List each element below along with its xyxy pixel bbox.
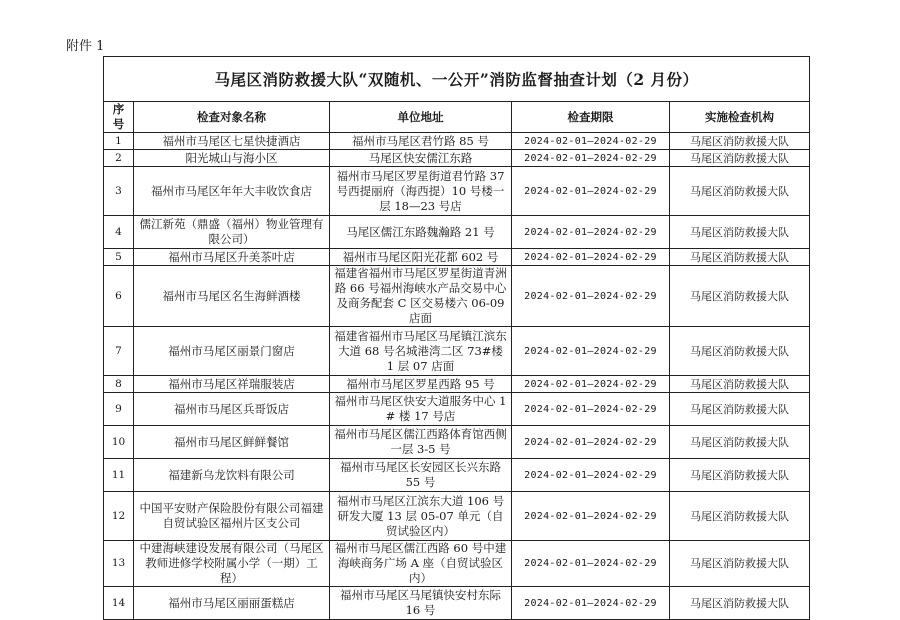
row-number: 14 bbox=[104, 587, 134, 620]
table-row bbox=[104, 426, 810, 459]
inspection-target-name: 福州市马尾区七星快捷酒店 bbox=[134, 133, 330, 150]
inspection-period: 2024-02-01—2024-02-29 bbox=[512, 393, 670, 426]
inspection-period: 2024-02-01—2024-02-29 bbox=[512, 376, 670, 393]
row-number: 7 bbox=[104, 327, 134, 376]
attachment-label: 附件 1 bbox=[66, 39, 105, 54]
table-row bbox=[104, 167, 810, 216]
header-period: 检查期限 bbox=[512, 102, 670, 133]
unit-address: 福州市马尾区君竹路 85 号 bbox=[330, 133, 512, 150]
row-number: 6 bbox=[104, 266, 134, 327]
inspection-period: 2024-02-01—2024-02-29 bbox=[512, 133, 670, 150]
inspection-agency: 马尾区消防救援大队 bbox=[670, 150, 810, 167]
header-no: 序号 bbox=[104, 102, 134, 133]
unit-address: 福州市马尾区快安大道服务中心 1 # 楼 17 号店 bbox=[330, 393, 512, 426]
unit-address: 福州市马尾区阳光花都 602 号 bbox=[330, 249, 512, 266]
inspection-agency: 马尾区消防救援大队 bbox=[670, 426, 810, 459]
inspection-period: 2024-02-01—2024-02-29 bbox=[512, 492, 670, 541]
row-number: 2 bbox=[104, 150, 134, 167]
inspection-period: 2024-02-01—2024-02-29 bbox=[512, 459, 670, 492]
unit-address: 马尾区快安儒江东路 bbox=[330, 150, 512, 167]
inspection-target-name: 中国平安财产保险股份有限公司福建自贸试验区福州片区支公司 bbox=[134, 492, 330, 541]
table-row bbox=[104, 216, 810, 249]
document-title: 马尾区消防救援大队“双随机、一公开”消防监督抽查计划（2 月份） bbox=[104, 57, 810, 102]
unit-address: 福州市马尾区长安园区长兴东路 55 号 bbox=[330, 459, 512, 492]
inspection-plan-table bbox=[103, 56, 810, 620]
inspection-target-name: 儒江新苑（鼎盛（福州）物业管理有限公司） bbox=[134, 216, 330, 249]
header-row bbox=[104, 102, 810, 133]
inspection-agency: 马尾区消防救援大队 bbox=[670, 327, 810, 376]
row-number: 4 bbox=[104, 216, 134, 249]
inspection-period: 2024-02-01—2024-02-29 bbox=[512, 426, 670, 459]
table-row bbox=[104, 249, 810, 266]
unit-address: 福建省福州市马尾区马尾镇江滨东大道 68 号名城港湾二区 73#楼 1 层 07 店面 bbox=[330, 327, 512, 376]
inspection-period: 2024-02-01—2024-02-29 bbox=[512, 216, 670, 249]
inspection-period: 2024-02-01—2024-02-29 bbox=[512, 249, 670, 266]
row-number: 3 bbox=[104, 167, 134, 216]
table-row bbox=[104, 133, 810, 150]
inspection-agency: 马尾区消防救援大队 bbox=[670, 167, 810, 216]
inspection-target-name: 福建新乌龙饮料有限公司 bbox=[134, 459, 330, 492]
inspection-target-name: 阳光城山与海小区 bbox=[134, 150, 330, 167]
inspection-target-name: 福州市马尾区丽丽蛋糕店 bbox=[134, 587, 330, 620]
table-row bbox=[104, 393, 810, 426]
inspection-period: 2024-02-01—2024-02-29 bbox=[512, 327, 670, 376]
inspection-period: 2024-02-01—2024-02-29 bbox=[512, 587, 670, 620]
table-row bbox=[104, 150, 810, 167]
inspection-agency: 马尾区消防救援大队 bbox=[670, 133, 810, 150]
unit-address: 福州市马尾区马尾镇快安村东际 16 号 bbox=[330, 587, 512, 620]
header-address: 单位地址 bbox=[330, 102, 512, 133]
row-number: 5 bbox=[104, 249, 134, 266]
table-row bbox=[104, 266, 810, 327]
title-row bbox=[104, 57, 810, 102]
inspection-period: 2024-02-01—2024-02-29 bbox=[512, 266, 670, 327]
inspection-agency: 马尾区消防救援大队 bbox=[670, 376, 810, 393]
inspection-target-name: 中建海峡建设发展有限公司（马尾区教师进修学校附属小学（一期）工程） bbox=[134, 541, 330, 587]
row-number: 10 bbox=[104, 426, 134, 459]
table-row bbox=[104, 587, 810, 620]
inspection-agency: 马尾区消防救援大队 bbox=[670, 541, 810, 587]
inspection-target-name: 福州市马尾区兵哥饭店 bbox=[134, 393, 330, 426]
table-row bbox=[104, 376, 810, 393]
unit-address: 福州市马尾区罗星街道君竹路 37 号西提丽府（海西提）10 号楼一层 18—23 号店 bbox=[330, 167, 512, 216]
inspection-target-name: 福州市马尾区丽景门窗店 bbox=[134, 327, 330, 376]
inspection-agency: 马尾区消防救援大队 bbox=[670, 459, 810, 492]
row-number: 1 bbox=[104, 133, 134, 150]
unit-address: 马尾区儒江东路魏瀚路 21 号 bbox=[330, 216, 512, 249]
header-org: 实施检查机构 bbox=[670, 102, 810, 133]
unit-address: 福州市马尾区江滨东大道 106 号研发大厦 13 层 05-07 单元（自贸试验区内） bbox=[330, 492, 512, 541]
header-name: 检查对象名称 bbox=[134, 102, 330, 133]
inspection-period: 2024-02-01—2024-02-29 bbox=[512, 167, 670, 216]
unit-address: 福建省福州市马尾区罗星街道青洲路 66 号福州海峡水产品交易中心及商务配套 C 区交易楼六 06-09 店面 bbox=[330, 266, 512, 327]
row-number: 9 bbox=[104, 393, 134, 426]
table-row bbox=[104, 541, 810, 587]
table-row bbox=[104, 459, 810, 492]
inspection-target-name: 福州市马尾区年年大丰收饮食店 bbox=[134, 167, 330, 216]
row-number: 11 bbox=[104, 459, 134, 492]
table-row bbox=[104, 492, 810, 541]
row-number: 13 bbox=[104, 541, 134, 587]
inspection-agency: 马尾区消防救援大队 bbox=[670, 393, 810, 426]
inspection-target-name: 福州市马尾区名生海鲜酒楼 bbox=[134, 266, 330, 327]
inspection-agency: 马尾区消防救援大队 bbox=[670, 216, 810, 249]
table-row bbox=[104, 327, 810, 376]
inspection-period: 2024-02-01—2024-02-29 bbox=[512, 150, 670, 167]
unit-address: 福州市马尾区儒江西路体育馆西侧一层 3-5 号 bbox=[330, 426, 512, 459]
inspection-agency: 马尾区消防救援大队 bbox=[670, 249, 810, 266]
inspection-target-name: 福州市马尾区祥瑞服装店 bbox=[134, 376, 330, 393]
row-number: 12 bbox=[104, 492, 134, 541]
unit-address: 福州市马尾区儒江西路 60 号中建海峡商务广场 A 座（自贸试验区内） bbox=[330, 541, 512, 587]
inspection-target-name: 福州市马尾区升美茶叶店 bbox=[134, 249, 330, 266]
inspection-agency: 马尾区消防救援大队 bbox=[670, 587, 810, 620]
inspection-period: 2024-02-01—2024-02-29 bbox=[512, 541, 670, 587]
row-number: 8 bbox=[104, 376, 134, 393]
inspection-target-name: 福州市马尾区鲜鲜餐馆 bbox=[134, 426, 330, 459]
inspection-agency: 马尾区消防救援大队 bbox=[670, 492, 810, 541]
inspection-agency: 马尾区消防救援大队 bbox=[670, 266, 810, 327]
unit-address: 福州市马尾区罗星西路 95 号 bbox=[330, 376, 512, 393]
